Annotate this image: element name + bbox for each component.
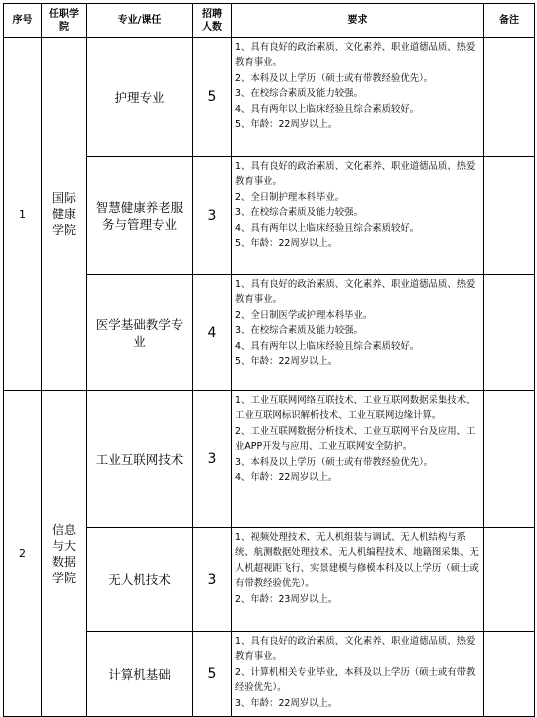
- requirement-line: 2、计算机相关专业毕业，本科及以上学历（硕士或有带教经验优先）。: [235, 666, 476, 694]
- remarks-cell: [484, 391, 535, 528]
- requirements-cell: [232, 528, 484, 632]
- requirements-cell: [232, 275, 484, 391]
- remarks-cell: [484, 632, 535, 717]
- count-cell: 4: [193, 275, 232, 391]
- requirement-line: 5、年龄：22周岁以上。: [235, 356, 338, 368]
- requirements-cell: [232, 157, 484, 275]
- college-cell: 信息与大数据学院: [42, 391, 87, 717]
- requirement-line: 1、具有良好的政治素质、文化素养、职业道德品质、热爱教育事业。: [235, 161, 476, 188]
- header-seq: 序号: [4, 4, 42, 38]
- header-remarks: 备注: [484, 4, 535, 38]
- header-requirements: 要求: [232, 4, 484, 38]
- remarks-cell: [484, 275, 535, 391]
- requirement-line: 3、年龄：22周岁以上。: [235, 697, 338, 709]
- requirement-line: 2、全日制护理本科毕业。: [235, 191, 345, 203]
- remarks-cell: [484, 157, 535, 275]
- requirement-line: 1、工业互联网网络互联技术、工业互联网数据采集技术、工业互联网标识解析技术、工业互联网边缘计算。: [235, 395, 476, 422]
- requirement-line: 3、在校综合素质及能力较强。: [235, 325, 363, 337]
- requirement-line: 1、具有良好的政治素质、文化素养、职业道德品质、热爱教育事业。: [235, 636, 476, 663]
- table-row: [4, 391, 535, 528]
- remarks-cell: [484, 528, 535, 632]
- recruitment-table: [3, 3, 535, 717]
- major-cell: 计算机基础: [87, 632, 193, 717]
- major-cell: 工业互联网技术: [87, 391, 193, 528]
- major-cell: 无人机技术: [87, 528, 193, 632]
- header-major: 专业/课任: [87, 4, 193, 38]
- table-row: [4, 38, 535, 157]
- requirement-line: 2、全日制医学或护理本科毕业。: [235, 309, 373, 321]
- count-cell: 5: [193, 632, 232, 717]
- remarks-cell: [484, 38, 535, 157]
- requirement-line: 4、具有两年以上临床经验且综合素质较好。: [235, 340, 420, 352]
- major-cell: 医学基础教学专业: [87, 275, 193, 391]
- requirement-line: 4、具有两年以上临床经验且综合素质较好。: [235, 222, 420, 234]
- requirements-cell: [232, 632, 484, 717]
- requirement-line: 2、年龄：23周岁以上。: [235, 593, 338, 605]
- requirement-line: 5、年龄：22周岁以上。: [235, 238, 338, 250]
- requirement-line: 3、本科及以上学历（硕士或有带教经验优先）。: [235, 456, 434, 468]
- seq-cell: 1: [4, 38, 42, 391]
- major-cell: 护理专业: [87, 38, 193, 157]
- count-cell: 3: [193, 391, 232, 528]
- count-cell: 5: [193, 38, 232, 157]
- requirement-line: 1、具有良好的政治素质、文化素养、职业道德品质、热爱教育事业。: [235, 279, 476, 306]
- requirements-cell: [232, 38, 484, 157]
- requirement-line: 4、具有两年以上临床经验且综合素质较好。: [235, 103, 420, 115]
- header-count: 招聘人数: [193, 4, 232, 38]
- requirement-line: 1、具有良好的政治素质、文化素养、职业道德品质、热爱教育事业。: [235, 42, 476, 69]
- college-cell: 国际健康学院: [42, 38, 87, 391]
- header-college: 任职学院: [42, 4, 87, 38]
- header-row: [4, 4, 535, 38]
- requirement-line: 3、在校综合素质及能力较强。: [235, 207, 363, 219]
- requirement-line: 2、工业互联网数据分析技术、工业互联网平台及应用、工业APP开发与应用、工业互联网安全防护。: [235, 425, 476, 453]
- requirement-line: 4、年龄：22周岁以上。: [235, 472, 338, 484]
- requirement-line: 2、本科及以上学历（硕士或有带教经验优先）。: [235, 72, 434, 84]
- count-cell: 3: [193, 528, 232, 632]
- seq-cell: 2: [4, 391, 42, 717]
- requirement-line: 5、年龄：22周岁以上。: [235, 119, 338, 131]
- major-cell: 智慧健康养老服务与管理专业: [87, 157, 193, 275]
- count-cell: 3: [193, 157, 232, 275]
- requirement-line: 1、视频处理技术、无人机组装与调试、无人机结构与系统、航测数据处理技术、无人机编程技术、地籍图采集、无人机超视距飞行、实景建模与修模本科及以上学历（硕士或有带教经验优先）。: [235, 532, 479, 590]
- requirements-cell: [232, 391, 484, 528]
- requirement-line: 3、在校综合素质及能力较强。: [235, 88, 363, 100]
